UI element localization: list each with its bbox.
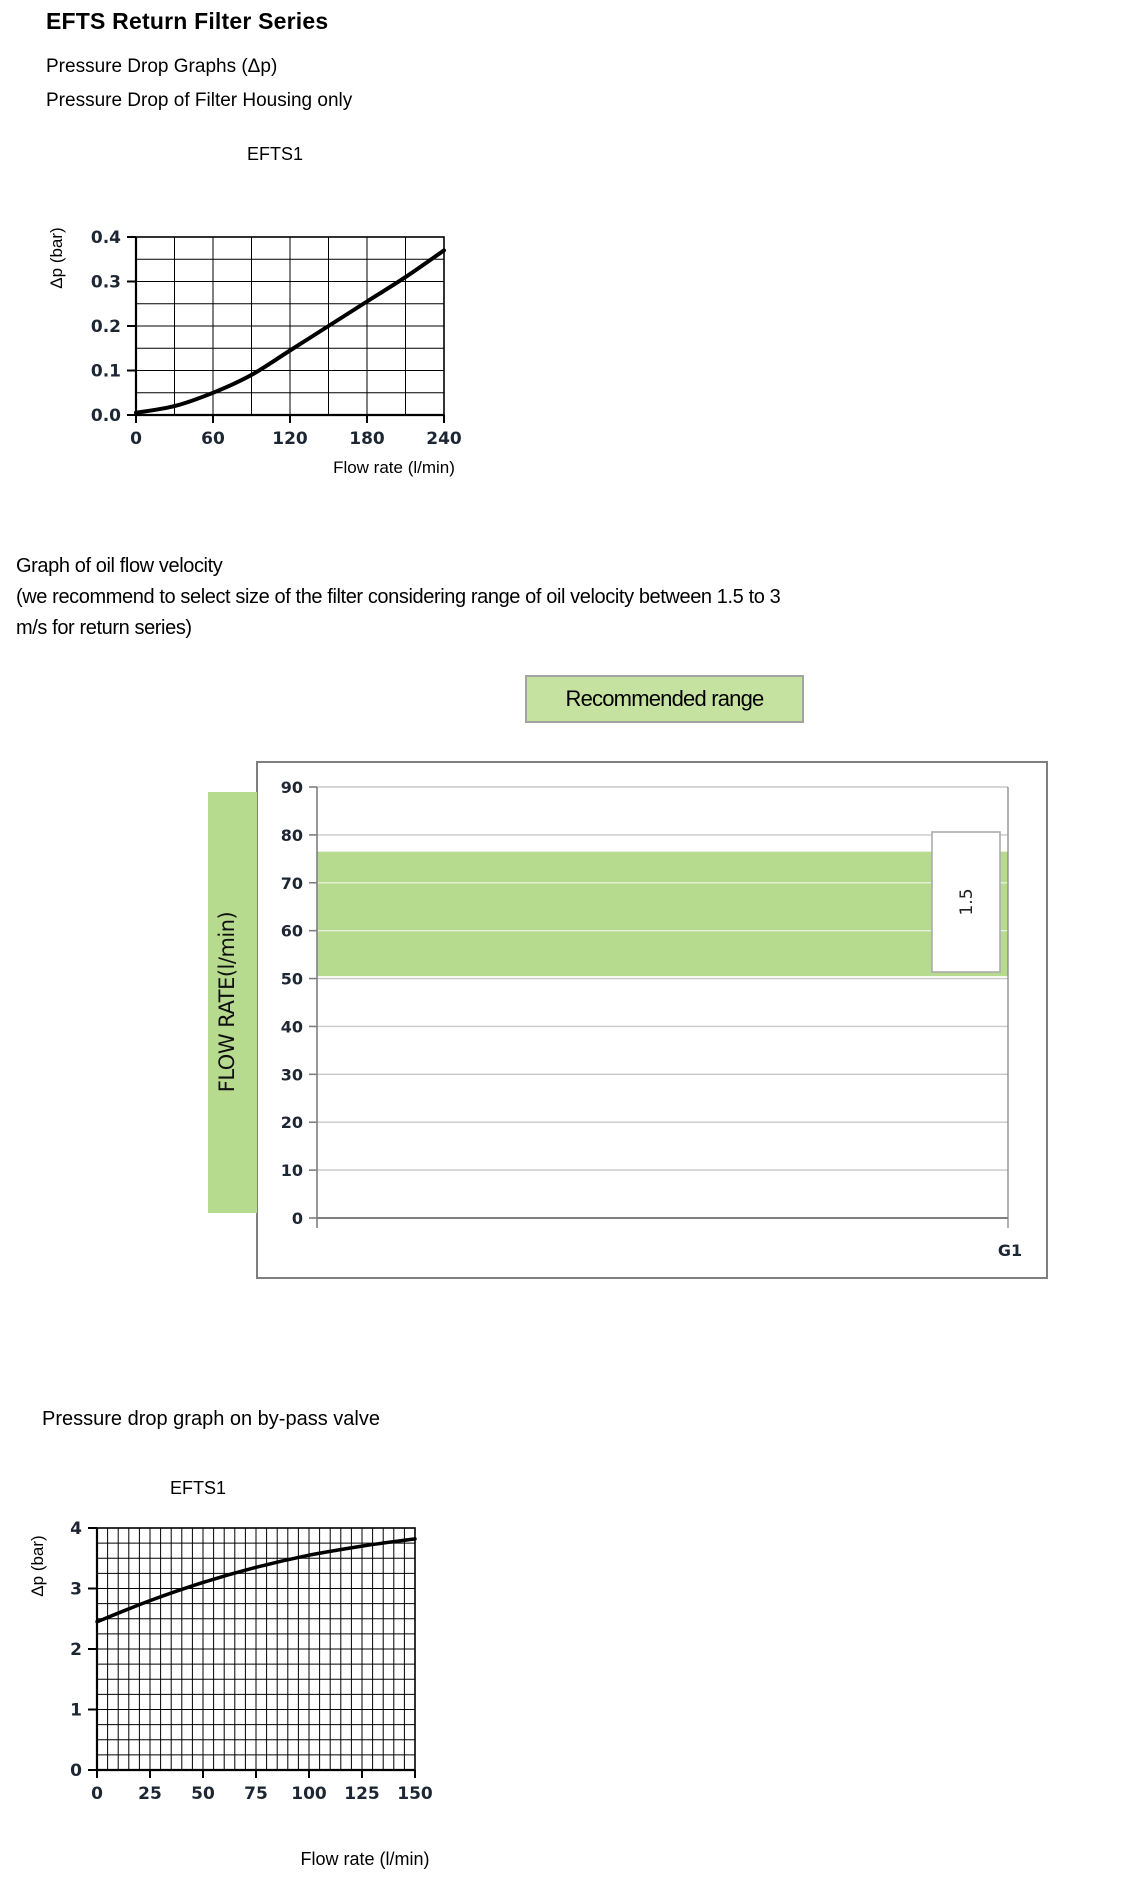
x-tick-label: 120 (272, 429, 308, 449)
y-tick-label: 0 (291, 1209, 303, 1228)
oil-flow-line3: m/s for return series) (16, 617, 192, 639)
y-tick-label: 2 (70, 1640, 82, 1660)
x-tick-label: 125 (344, 1784, 380, 1804)
recommended-range-badge: Recommended range (525, 675, 804, 723)
y-tick-label: 0.2 (90, 317, 121, 337)
y-tick-label: 50 (280, 969, 303, 989)
bypass-heading: Pressure drop graph on by-pass valve (42, 1408, 380, 1430)
bypass-chart-ylabel: Δp (bar) (28, 1535, 47, 1597)
x-tick-label: 0 (91, 1784, 103, 1804)
oil-flow-line1: Graph of oil flow velocity (16, 555, 223, 577)
oil-flow-paragraph (16, 551, 1141, 644)
y-tick-label: 1 (70, 1700, 82, 1721)
housing-chart-ylabel: Δp (bar) (47, 227, 66, 289)
bypass-chart (20, 1468, 510, 1818)
oil-flow-line2: (we recommend to select size of the filter considering range of oil velocity between 1.5 to 3 (16, 586, 781, 608)
y-tick-label: 0.0 (90, 406, 121, 426)
bypass-chart-xlabel: Flow rate (l/min) (300, 1849, 430, 1869)
y-tick-label: 30 (280, 1065, 303, 1085)
category-label-g1: G1 (997, 1241, 1023, 1260)
subtitle-pressure-drop-graphs: Pressure Drop Graphs (Δp) (46, 56, 278, 77)
housing-chart-title: EFTS1 (246, 144, 303, 164)
velocity-range-label: 1.5 (957, 888, 977, 916)
x-tick-label: 50 (191, 1784, 215, 1804)
flow-rate-strip-label: FLOW RATE(l/min) (215, 911, 239, 1093)
y-tick-label: 0 (70, 1761, 82, 1781)
y-tick-label: 3 (70, 1579, 82, 1600)
y-tick-label: 0.4 (90, 228, 121, 248)
x-tick-label: 100 (291, 1784, 327, 1804)
y-tick-label: 80 (280, 825, 303, 845)
page-title: EFTS Return Filter Series (46, 8, 329, 34)
y-tick-label: 90 (280, 778, 303, 797)
x-tick-label: 60 (201, 429, 225, 449)
x-tick-label: 240 (426, 429, 462, 449)
chart-outer-box (257, 762, 1047, 1278)
x-tick-label: 25 (138, 1784, 162, 1804)
x-tick-label: 75 (244, 1784, 268, 1804)
y-tick-label: 10 (280, 1161, 303, 1181)
velocity-chart (200, 655, 1070, 1360)
x-tick-label: 180 (349, 429, 385, 449)
y-tick-label: 0.1 (90, 361, 121, 382)
velocity-chart-svg (200, 655, 1070, 1355)
chart3-svg (20, 1468, 510, 1813)
y-tick-label: 70 (280, 873, 303, 893)
subtitle-housing-only: Pressure Drop of Filter Housing only (46, 90, 353, 111)
x-tick-label: 150 (397, 1784, 433, 1804)
recommended-band (317, 852, 1008, 977)
y-tick-label: 20 (280, 1113, 303, 1133)
y-tick-label: 40 (280, 1017, 303, 1037)
chart1-svg (40, 140, 510, 470)
y-tick-label: 60 (280, 921, 303, 941)
bypass-chart-title: EFTS1 (169, 1478, 226, 1498)
housing-chart (40, 140, 510, 475)
y-tick-label: 0.3 (90, 272, 121, 293)
y-tick-label: 4 (70, 1519, 82, 1539)
x-tick-label: 0 (130, 429, 142, 449)
housing-chart-xlabel: Flow rate (l/min) (333, 458, 455, 477)
